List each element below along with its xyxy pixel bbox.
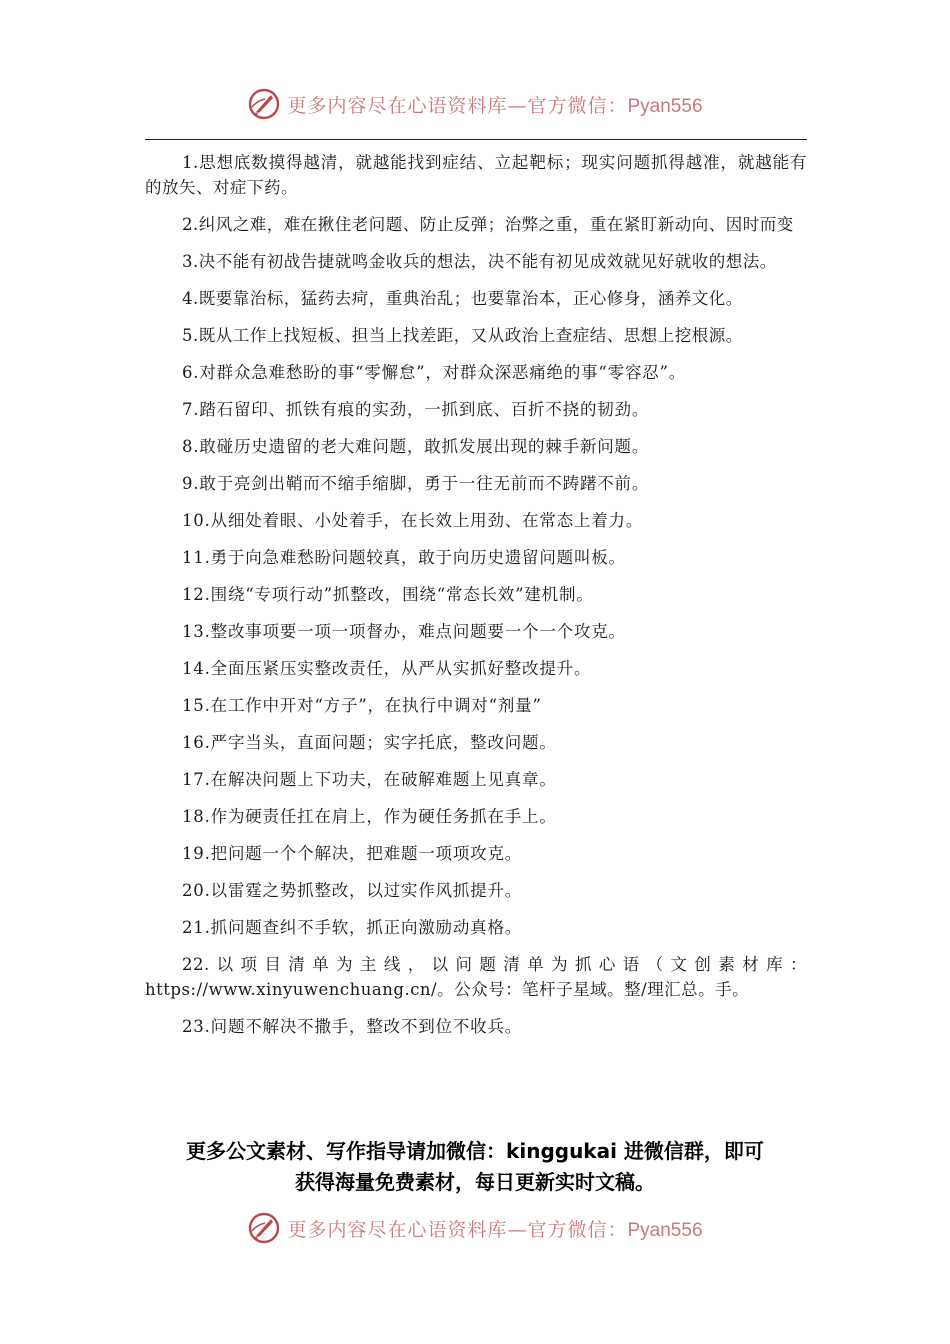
list-item: 11.勇于向急难愁盼问题较真，敢于向历史遗留问题叫板。 xyxy=(182,548,626,567)
header-divider xyxy=(145,139,807,140)
promo-block xyxy=(100,1136,850,1198)
list-item: 14.全面压紧压实整改责任，从严从实抓好整改提升。 xyxy=(182,659,592,678)
list-item: 19.把问题一个个解决，把难题一项项攻克。 xyxy=(182,844,523,863)
list-item: 17.在解决问题上下功夫，在破解难题上见真章。 xyxy=(182,770,557,789)
list-item: 3.决不能有初战告捷就鸣金收兵的想法，决不能有初见成效就见好就收的想法。 xyxy=(182,252,777,271)
list-item: 15.在工作中开对“方子”，在执行中调对“剂量” xyxy=(182,696,542,715)
list-item: 23.问题不解决不撒手，整改不到位不收兵。 xyxy=(182,1017,523,1036)
footer-wechat-id: Pyan556 xyxy=(627,1219,703,1241)
list-item: 10.从细处着眼、小处着手，在长效上用劲、在常态上着力。 xyxy=(182,511,644,530)
promo-line-1: 更多公文素材、写作指导请加微信：kinggukai 进微信群，即可 xyxy=(186,1139,764,1163)
list-item: 5.既从工作上找短板、担当上找差距，又从政治上查症结、思想上挖根源。 xyxy=(182,326,743,345)
document-body xyxy=(145,150,807,1051)
list-item: 9.敢于亮剑出鞘而不缩手缩脚，勇于一往无前而不踌躇不前。 xyxy=(182,474,650,493)
list-item: 2.纠风之难，难在揪住老问题、防止反弹；治弊之重，重在紧盯新动向、因时而变 xyxy=(182,215,794,234)
quill-pen-logo-icon xyxy=(247,87,281,121)
list-item: 4.既要靠治标，猛药去疴，重典治乱；也要靠治本，正心修身，涵养文化。 xyxy=(182,289,743,308)
list-item: 20.以雷霆之势抓整改，以过实作风抓提升。 xyxy=(182,881,523,900)
list-item: 1.思想底数摸得越清，就越能找到症结、立起靶标；现实问题抓得越准，就越能有的放矢、对症下药。 xyxy=(145,153,807,197)
quill-pen-logo-icon xyxy=(247,1211,281,1245)
list-item: 8.敢碰历史遗留的老大难问题，敢抓发展出现的棘手新问题。 xyxy=(182,437,650,456)
list-item: 12.围绕“专项行动”抓整改，围绕“常态长效”建机制。 xyxy=(182,585,594,604)
footer-banner-text: 更多内容尽在心语资料库—官方微信：Pyan556 xyxy=(287,1218,703,1241)
list-item: 18.作为硬责任扛在肩上，作为硬任务抓在手上。 xyxy=(182,807,557,826)
list-item: 6.对群众急难愁盼的事“零懈怠”，对群众深恶痛绝的事“零容忍”。 xyxy=(182,363,687,382)
list-item: 16.严字当头，直面问题；实字托底，整改问题。 xyxy=(182,733,557,752)
header-banner xyxy=(0,86,950,122)
list-item: 13.整改事项要一项一项督办，难点问题要一个一个攻克。 xyxy=(182,622,626,641)
footer-banner xyxy=(0,1210,950,1246)
promo-line-2: 获得海量免费素材，每日更新实时文稿。 xyxy=(295,1170,655,1194)
list-item: 7.踏石留印、抓铁有痕的实劲，一抓到底、百折不挠的韧劲。 xyxy=(182,400,650,419)
header-banner-text: 更多内容尽在心语资料库—官方微信：Pyan556 xyxy=(287,94,703,117)
list-item: 22.以项目清单为主线，以问题清单为抓心语（文创素材库：https://www.xinyuwenchuang.cn/。公众号：笔杆子星域。整/理汇总。手。 xyxy=(145,955,807,999)
list-item: 21.抓问题查纠不手软，抓正向激励动真格。 xyxy=(182,918,523,937)
header-wechat-id: Pyan556 xyxy=(627,95,703,117)
